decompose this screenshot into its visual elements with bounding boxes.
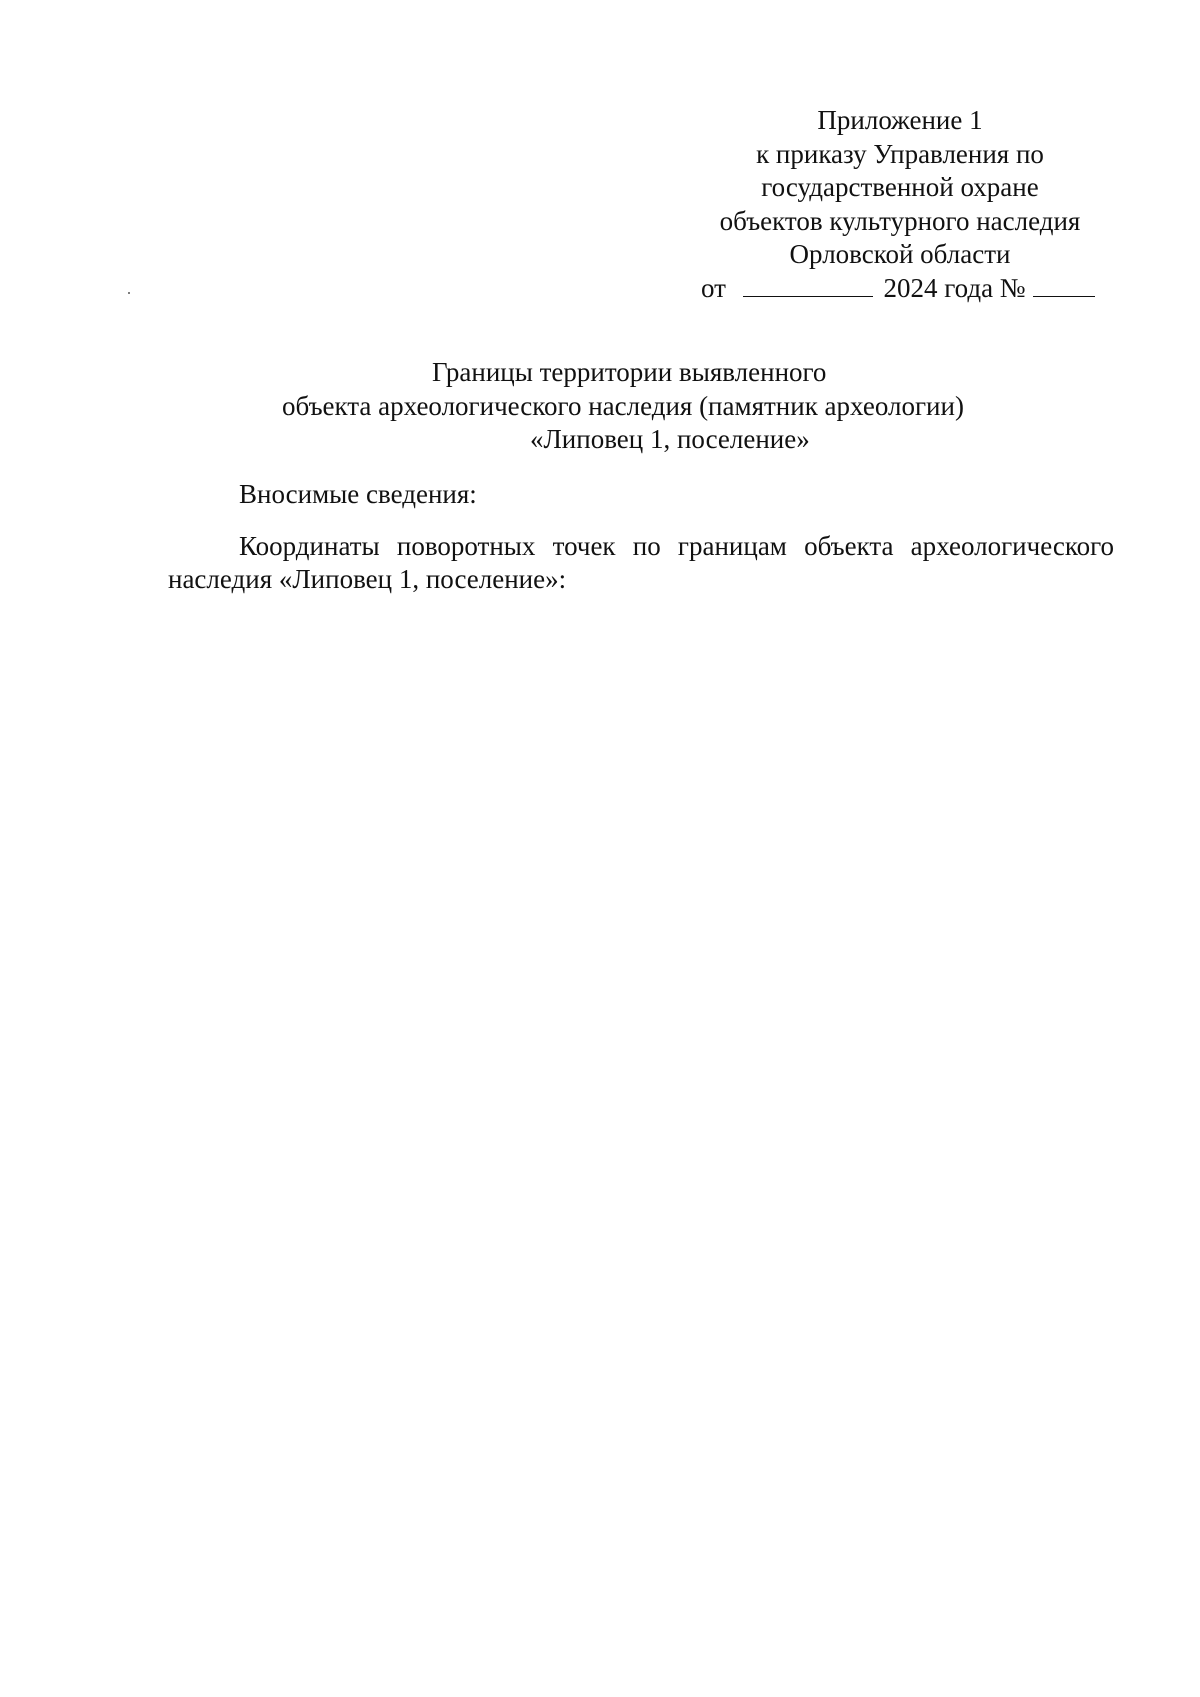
title-line-3: «Липовец 1, поселение» (530, 424, 810, 454)
coordinates-paragraph: Координаты поворотных точек по границам объекта археологического наследия «Липовец 1, поселение»: (168, 530, 1114, 594)
title-line-2: объекта археологического наследия (памятник археологии) (282, 390, 964, 421)
date-blank-field (743, 272, 873, 297)
appendix-authority-line-2: объектов культурного наследия (719, 205, 1081, 236)
date-year-number-label: 2024 года № (883, 273, 1026, 303)
appendix-region: Орловской области (789, 239, 1011, 269)
document-body (168, 478, 1114, 597)
appendix-order-ref: к приказу Управления по (756, 138, 1044, 169)
appendix-authority-line-1: государственной охране (761, 172, 1039, 202)
document-title (0, 356, 1200, 457)
order-date-line (701, 272, 1095, 305)
appendix-header (700, 104, 1100, 272)
title-line-1: Границы территории выявленного (432, 357, 827, 387)
scan-speck (128, 292, 130, 294)
order-number-blank-field (1033, 272, 1095, 297)
appendix-title: Приложение 1 (817, 105, 983, 135)
introduced-info-label: Вносимые сведения: (239, 479, 477, 509)
date-prefix: от (701, 273, 726, 303)
